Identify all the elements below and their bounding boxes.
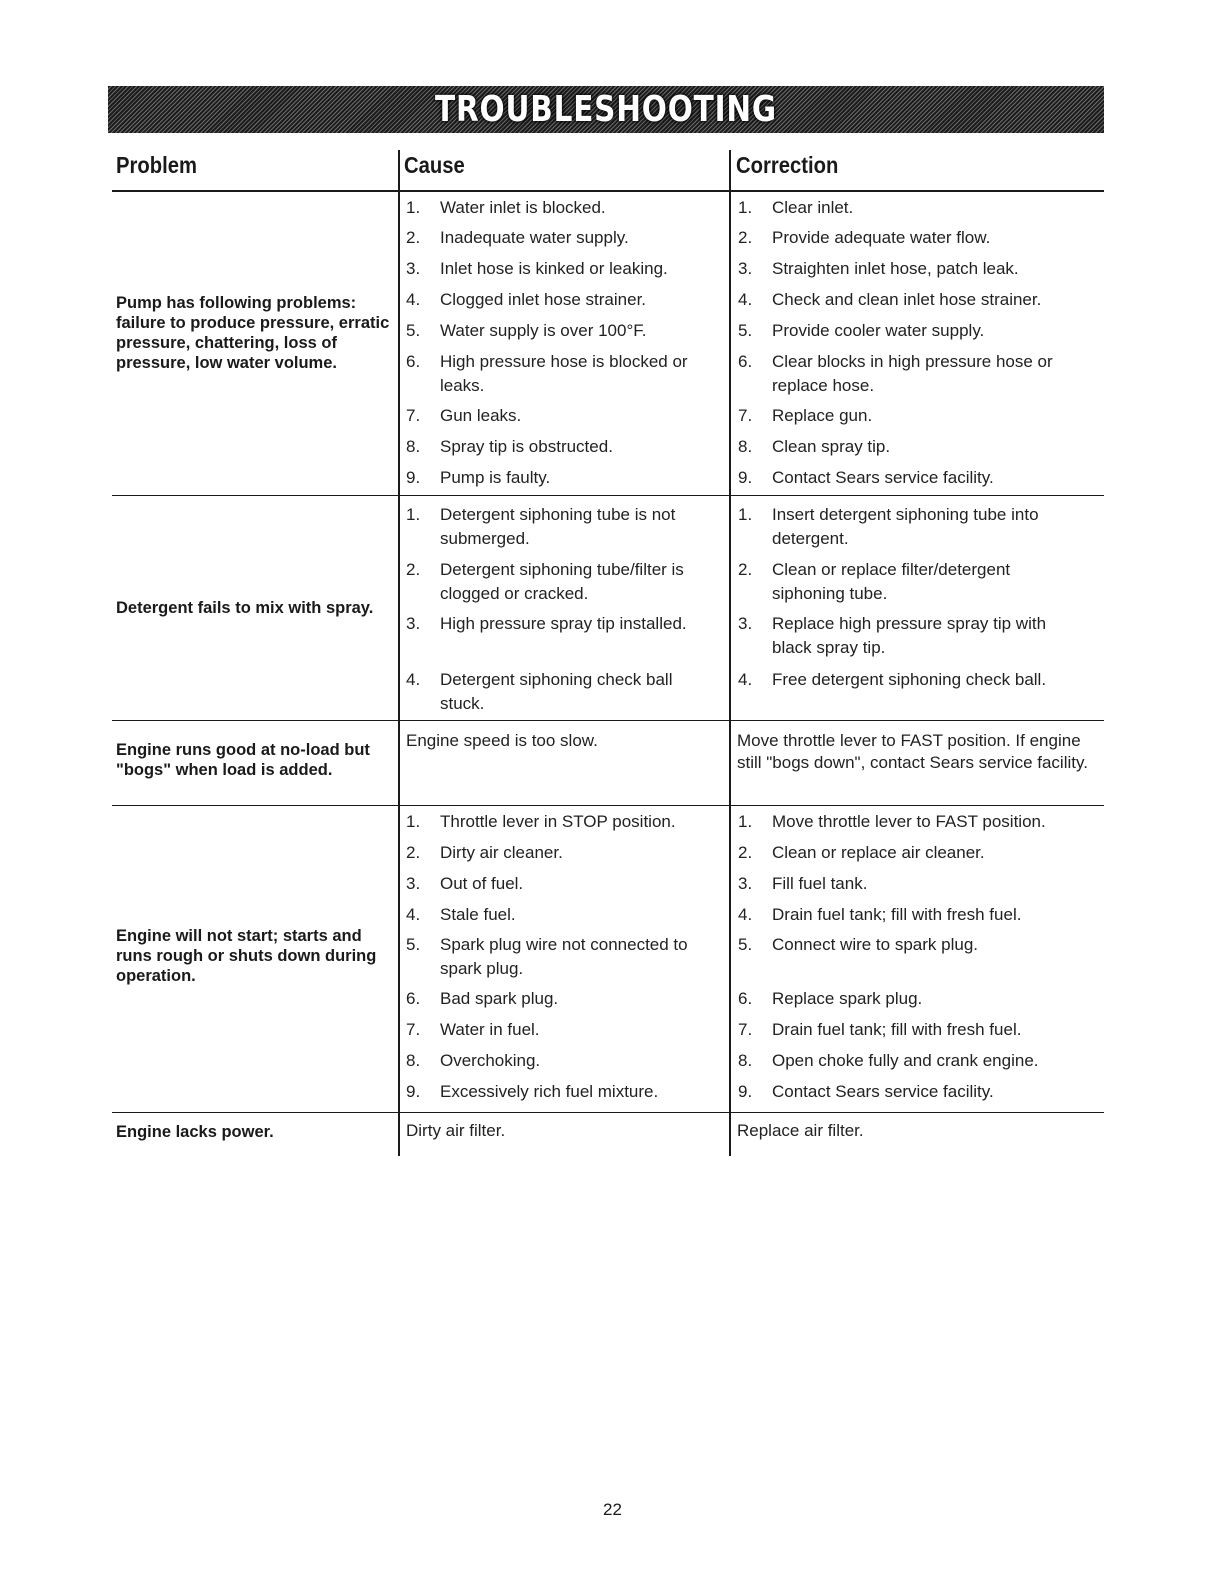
item-text: Water in fuel. bbox=[440, 1020, 540, 1039]
item-text: Contact Sears service facility. bbox=[772, 468, 994, 487]
item-number: 9. bbox=[406, 468, 421, 487]
item-text: Free detergent siphoning check ball. bbox=[772, 670, 1047, 689]
item-number: 2. bbox=[738, 560, 753, 579]
item-text: Drain fuel tank; fill with fresh fuel. bbox=[772, 1020, 1022, 1039]
item-number: 4. bbox=[406, 290, 421, 309]
item-text: Replace high pressure spray tip with black spray tip. bbox=[772, 614, 1047, 657]
item-text: Overchoking. bbox=[440, 1051, 541, 1070]
item-text: Detergent siphoning tube is not submerged. bbox=[440, 505, 676, 548]
item-text: Provide cooler water supply. bbox=[772, 321, 985, 340]
item-text: Clean or replace air cleaner. bbox=[772, 843, 985, 862]
item-text: Drain fuel tank; fill with fresh fuel. bbox=[772, 905, 1022, 924]
item-number: 5. bbox=[406, 935, 421, 954]
item-text: Spray tip is obstructed. bbox=[440, 437, 613, 456]
header-correction: Correction bbox=[736, 152, 839, 178]
item-text: Clean or replace filter/detergent siphoning tube. bbox=[772, 560, 1011, 603]
item-number: 8. bbox=[738, 1051, 753, 1070]
item-text: Move throttle lever to FAST position. bbox=[772, 812, 1046, 831]
item-number: 9. bbox=[738, 468, 753, 487]
item-number: 4. bbox=[738, 905, 753, 924]
item-text: Stale fuel. bbox=[440, 905, 516, 924]
item-text: Detergent siphoning tube/filter is clogged or cracked. bbox=[440, 560, 684, 603]
item-number: 3. bbox=[406, 874, 421, 893]
item-text: Contact Sears service facility. bbox=[772, 1082, 994, 1101]
problem-text: Engine will not start; starts and runs rough or shuts down during operation. bbox=[116, 927, 377, 985]
item-number: 4. bbox=[738, 290, 753, 309]
item-number: 4. bbox=[738, 670, 753, 689]
item-text: Excessively rich fuel mixture. bbox=[440, 1082, 659, 1101]
page-number: 22 bbox=[603, 1500, 622, 1519]
item-text: Open choke fully and crank engine. bbox=[772, 1051, 1039, 1070]
item-number: 1. bbox=[406, 812, 421, 831]
item-number: 7. bbox=[738, 406, 753, 425]
item-number: 9. bbox=[738, 1082, 753, 1101]
item-text: Water inlet is blocked. bbox=[440, 198, 606, 217]
item-text: Replace gun. bbox=[772, 406, 873, 425]
item-text: Straighten inlet hose, patch leak. bbox=[772, 259, 1019, 278]
item-text: Inadequate water supply. bbox=[440, 228, 629, 247]
item-number: 2. bbox=[406, 843, 421, 862]
row-divider bbox=[112, 805, 1104, 806]
item-number: 3. bbox=[738, 259, 753, 278]
item-text: Clear blocks in high pressure hose or replace hose. bbox=[772, 352, 1053, 395]
item-number: 6. bbox=[406, 352, 421, 371]
item-number: 5. bbox=[406, 321, 421, 340]
item-text: Clean spray tip. bbox=[772, 437, 891, 456]
item-number: 7. bbox=[738, 1020, 753, 1039]
item-text: Provide adequate water flow. bbox=[772, 228, 991, 247]
item-number: 1. bbox=[738, 505, 753, 524]
item-number: 8. bbox=[738, 437, 753, 456]
row-divider bbox=[112, 1112, 1104, 1113]
item-number: 9. bbox=[406, 1082, 421, 1101]
item-text: Bad spark plug. bbox=[440, 989, 559, 1008]
row-divider bbox=[112, 495, 1104, 496]
item-text: Insert detergent siphoning tube into detergent. bbox=[772, 505, 1039, 548]
item-text: Water supply is over 100°F. bbox=[440, 321, 647, 340]
item-text: Spark plug wire not connected to spark plug. bbox=[440, 935, 688, 978]
item-text: Dirty air cleaner. bbox=[440, 843, 563, 862]
item-number: 1. bbox=[738, 198, 753, 217]
column-divider-cause bbox=[398, 150, 400, 1156]
item-text: High pressure hose is blocked or leaks. bbox=[440, 352, 688, 395]
item-number: 6. bbox=[406, 989, 421, 1008]
item-number: 6. bbox=[738, 352, 753, 371]
item-text: Replace spark plug. bbox=[772, 989, 923, 1008]
cause-text: Dirty air filter. bbox=[406, 1121, 506, 1140]
item-text: Fill fuel tank. bbox=[772, 874, 868, 893]
item-number: 8. bbox=[406, 437, 421, 456]
item-number: 2. bbox=[738, 843, 753, 862]
item-number: 3. bbox=[406, 259, 421, 278]
item-number: 6. bbox=[738, 989, 753, 1008]
correction-text: Move throttle lever to FAST position. If engine still "bogs down", contact Sears service facility. bbox=[737, 731, 1088, 772]
problem-text: Pump has following problems: failure to produce pressure, erratic pressure, chattering, loss of pressure, low water volume. bbox=[116, 294, 390, 372]
title-banner bbox=[108, 86, 1104, 133]
item-number: 2. bbox=[406, 228, 421, 247]
item-number: 3. bbox=[738, 874, 753, 893]
item-number: 1. bbox=[406, 198, 421, 217]
item-text: Throttle lever in STOP position. bbox=[440, 812, 676, 831]
item-number: 2. bbox=[406, 560, 421, 579]
problem-text: Engine lacks power. bbox=[116, 1123, 274, 1141]
item-text: Connect wire to spark plug. bbox=[772, 935, 978, 954]
item-number: 3. bbox=[738, 614, 753, 633]
correction-text: Replace air filter. bbox=[737, 1121, 864, 1140]
item-text: Pump is faulty. bbox=[440, 468, 551, 487]
item-number: 8. bbox=[406, 1051, 421, 1070]
item-text: Clear inlet. bbox=[772, 198, 854, 217]
problem-text: Engine runs good at no-load but "bogs" when load is added. bbox=[116, 741, 370, 779]
item-number: 1. bbox=[406, 505, 421, 524]
item-number: 7. bbox=[406, 1020, 421, 1039]
item-number: 3. bbox=[406, 614, 421, 633]
item-text: Check and clean inlet hose strainer. bbox=[772, 290, 1042, 309]
item-text: Detergent siphoning check ball stuck. bbox=[440, 670, 673, 713]
header-rule bbox=[112, 190, 1104, 192]
item-text: Clogged inlet hose strainer. bbox=[440, 290, 647, 309]
page-title: TROUBLESHOOTING bbox=[435, 89, 777, 130]
item-number: 5. bbox=[738, 321, 753, 340]
item-number: 2. bbox=[738, 228, 753, 247]
item-text: Out of fuel. bbox=[440, 874, 524, 893]
item-number: 1. bbox=[738, 812, 753, 831]
row-divider bbox=[112, 720, 1104, 721]
item-number: 4. bbox=[406, 905, 421, 924]
item-number: 5. bbox=[738, 935, 753, 954]
item-text: High pressure spray tip installed. bbox=[440, 614, 687, 633]
item-number: 4. bbox=[406, 670, 421, 689]
item-text: Inlet hose is kinked or leaking. bbox=[440, 259, 668, 278]
cause-text: Engine speed is too slow. bbox=[406, 731, 598, 750]
problem-text: Detergent fails to mix with spray. bbox=[116, 599, 374, 617]
header-problem: Problem bbox=[116, 152, 197, 178]
item-number: 7. bbox=[406, 406, 421, 425]
header-cause: Cause bbox=[404, 152, 465, 178]
item-text: Gun leaks. bbox=[440, 406, 522, 425]
